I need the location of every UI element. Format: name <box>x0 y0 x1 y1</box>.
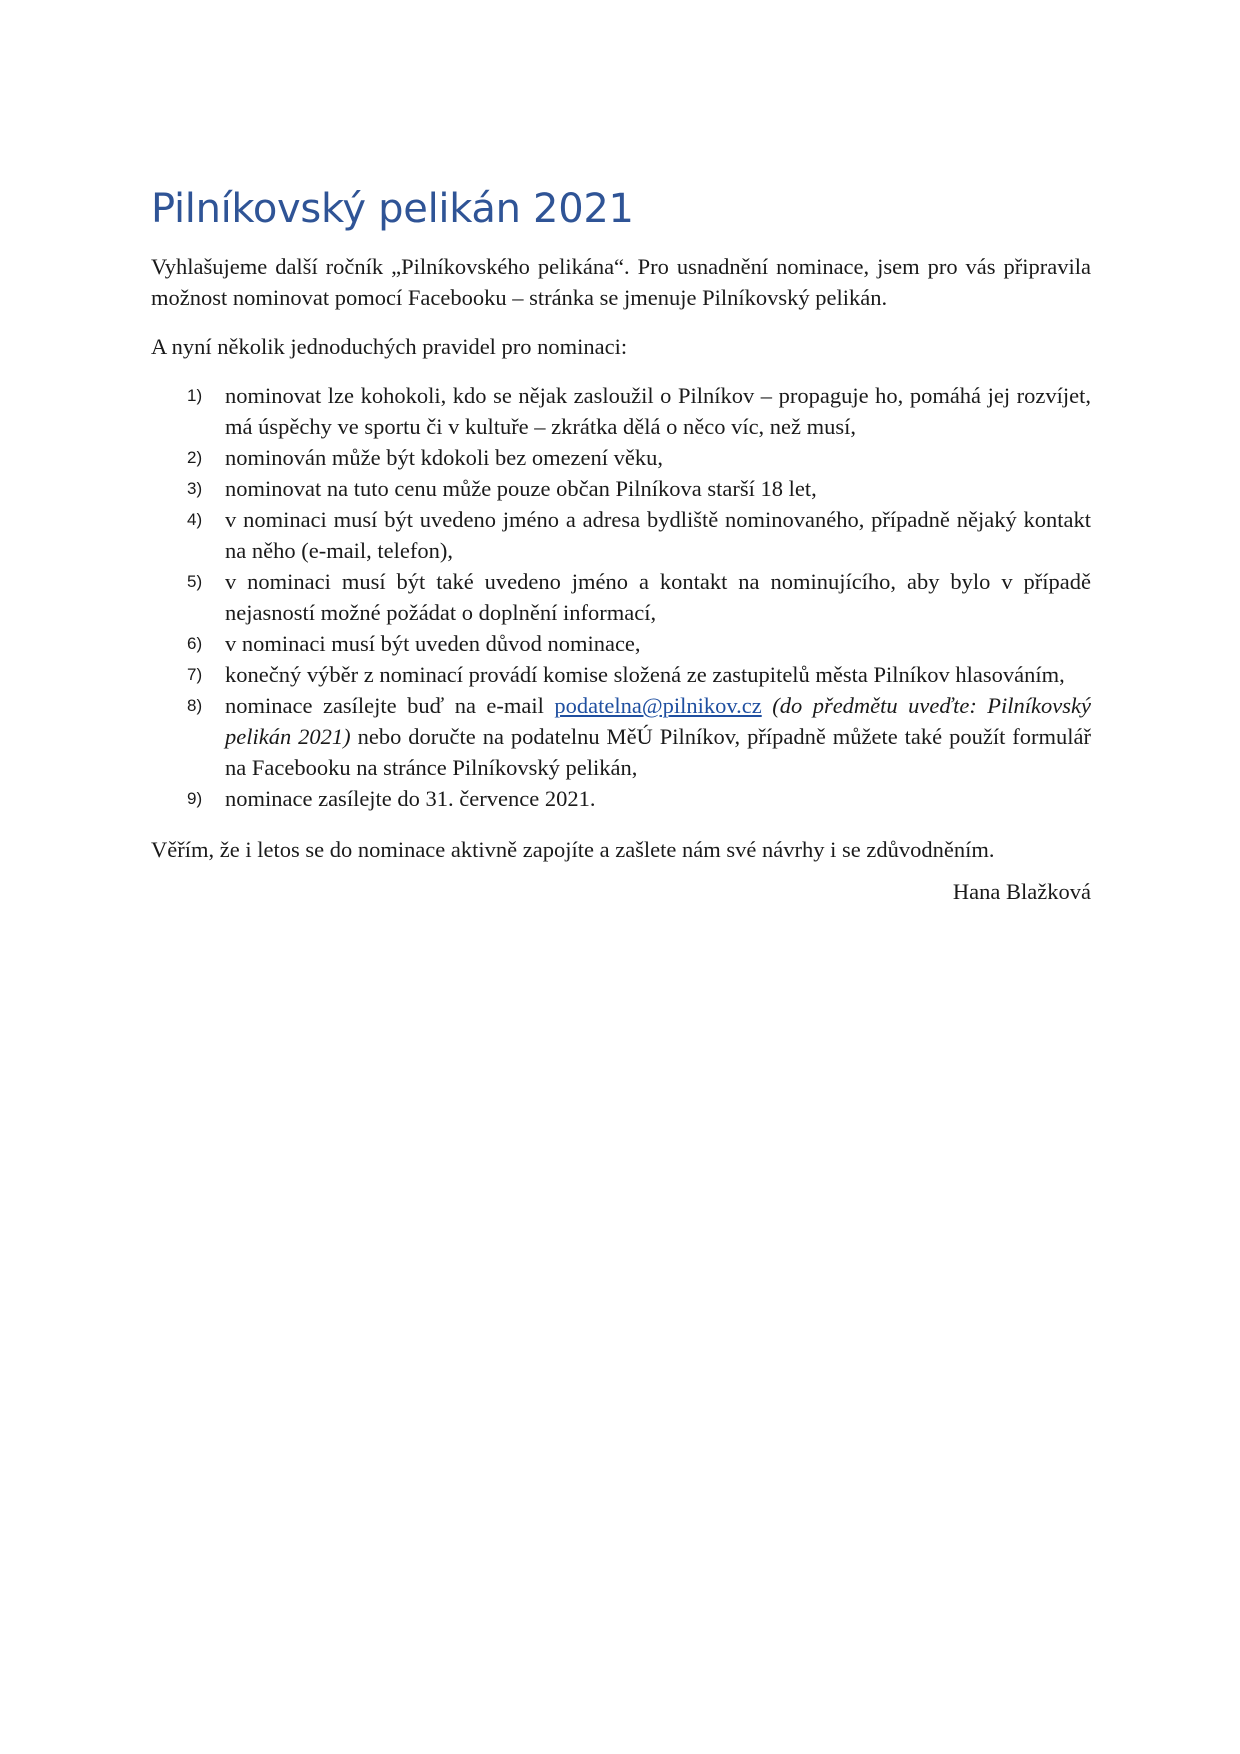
document-title: Pilníkovský pelikán 2021 <box>151 186 634 232</box>
rule-item-6 <box>151 628 1091 659</box>
rule-item-3 <box>151 473 1091 504</box>
rule-item-1 <box>151 380 1091 442</box>
rule-text: nominace zasílejte do 31. července 2021. <box>225 786 596 811</box>
rule-text: nominovat lze kohokoli, kdo se nějak zasloužil o Pilníkov – propaguje ho, pomáhá jej rozvíjet, má úspěchy ve sportu či v kultuře – zkrátka dělá o něco víc, než musí, <box>225 383 1091 439</box>
rule-text: nominován může být kdokoli bez omezení věku, <box>225 445 664 470</box>
rule-number: 6) <box>187 634 203 653</box>
rule-text: v nominaci musí být také uvedeno jméno a kontakt na nominujícího, aby bylo v případě nejasností možné požádat o doplnění informací, <box>225 569 1091 625</box>
rule-text-before-email: nominace zasílejte buď na e-mail <box>225 693 555 718</box>
rule-number: 2) <box>187 448 203 467</box>
rules-lead-paragraph: A nyní několik jednoduchých pravidel pro nominaci: <box>151 334 628 359</box>
rule-number: 9) <box>187 789 203 808</box>
document-content <box>151 183 1091 907</box>
rule-item-8 <box>151 690 1091 783</box>
rule-text-after-email: nebo doručte na podatelnu MěÚ Pilníkov, případně můžete také použít formulář na Facebooku na stránce Pilníkovský pelikán, <box>225 724 1092 780</box>
rule-number: 8) <box>187 696 203 715</box>
rule-number: 7) <box>187 665 203 684</box>
rule-number: 5) <box>187 572 203 591</box>
rule-item-2 <box>151 442 1091 473</box>
rule-text: v nominaci musí být uveden důvod nominace, <box>225 631 641 656</box>
email-link[interactable]: podatelna@pilnikov.cz <box>554 693 762 718</box>
rule-number: 1) <box>187 386 203 405</box>
rule-text: nominovat na tuto cenu může pouze občan Pilníkova starší 18 let, <box>225 476 817 501</box>
rule-number: 3) <box>187 479 203 498</box>
closing-paragraph: Věřím, že i letos se do nominace aktivně zapojíte a zašlete nám své návrhy i se zdůvodněním. <box>151 837 995 862</box>
rule-italic-note: (do předmětu uveďte: Pilníkovský pelikán 2021) <box>225 693 1091 749</box>
rule-text: konečný výběr z nominací provádí komise složená ze zastupitelů města Pilníkov hlasováním, <box>225 662 1065 687</box>
intro-paragraph: Vyhlašujeme další ročník „Pilníkovského pelikána“. Pro usnadnění nominace, jsem pro vás připravila možnost nominovat pomocí Facebooku – stránka se jmenuje Pilníkovský pelikán. <box>151 254 1091 310</box>
rule-item-4 <box>151 504 1091 566</box>
rule-number: 4) <box>187 510 203 529</box>
rule-item-7 <box>151 659 1091 690</box>
rule-text: v nominaci musí být uvedeno jméno a adresa bydliště nominovaného, případně nějaký kontakt na něho (e-mail, telefon), <box>225 507 1091 563</box>
rule-item-9 <box>151 783 1091 814</box>
rules-list <box>151 380 1091 814</box>
signature: Hana Blažková <box>952 879 1091 904</box>
rule-item-5 <box>151 566 1091 628</box>
